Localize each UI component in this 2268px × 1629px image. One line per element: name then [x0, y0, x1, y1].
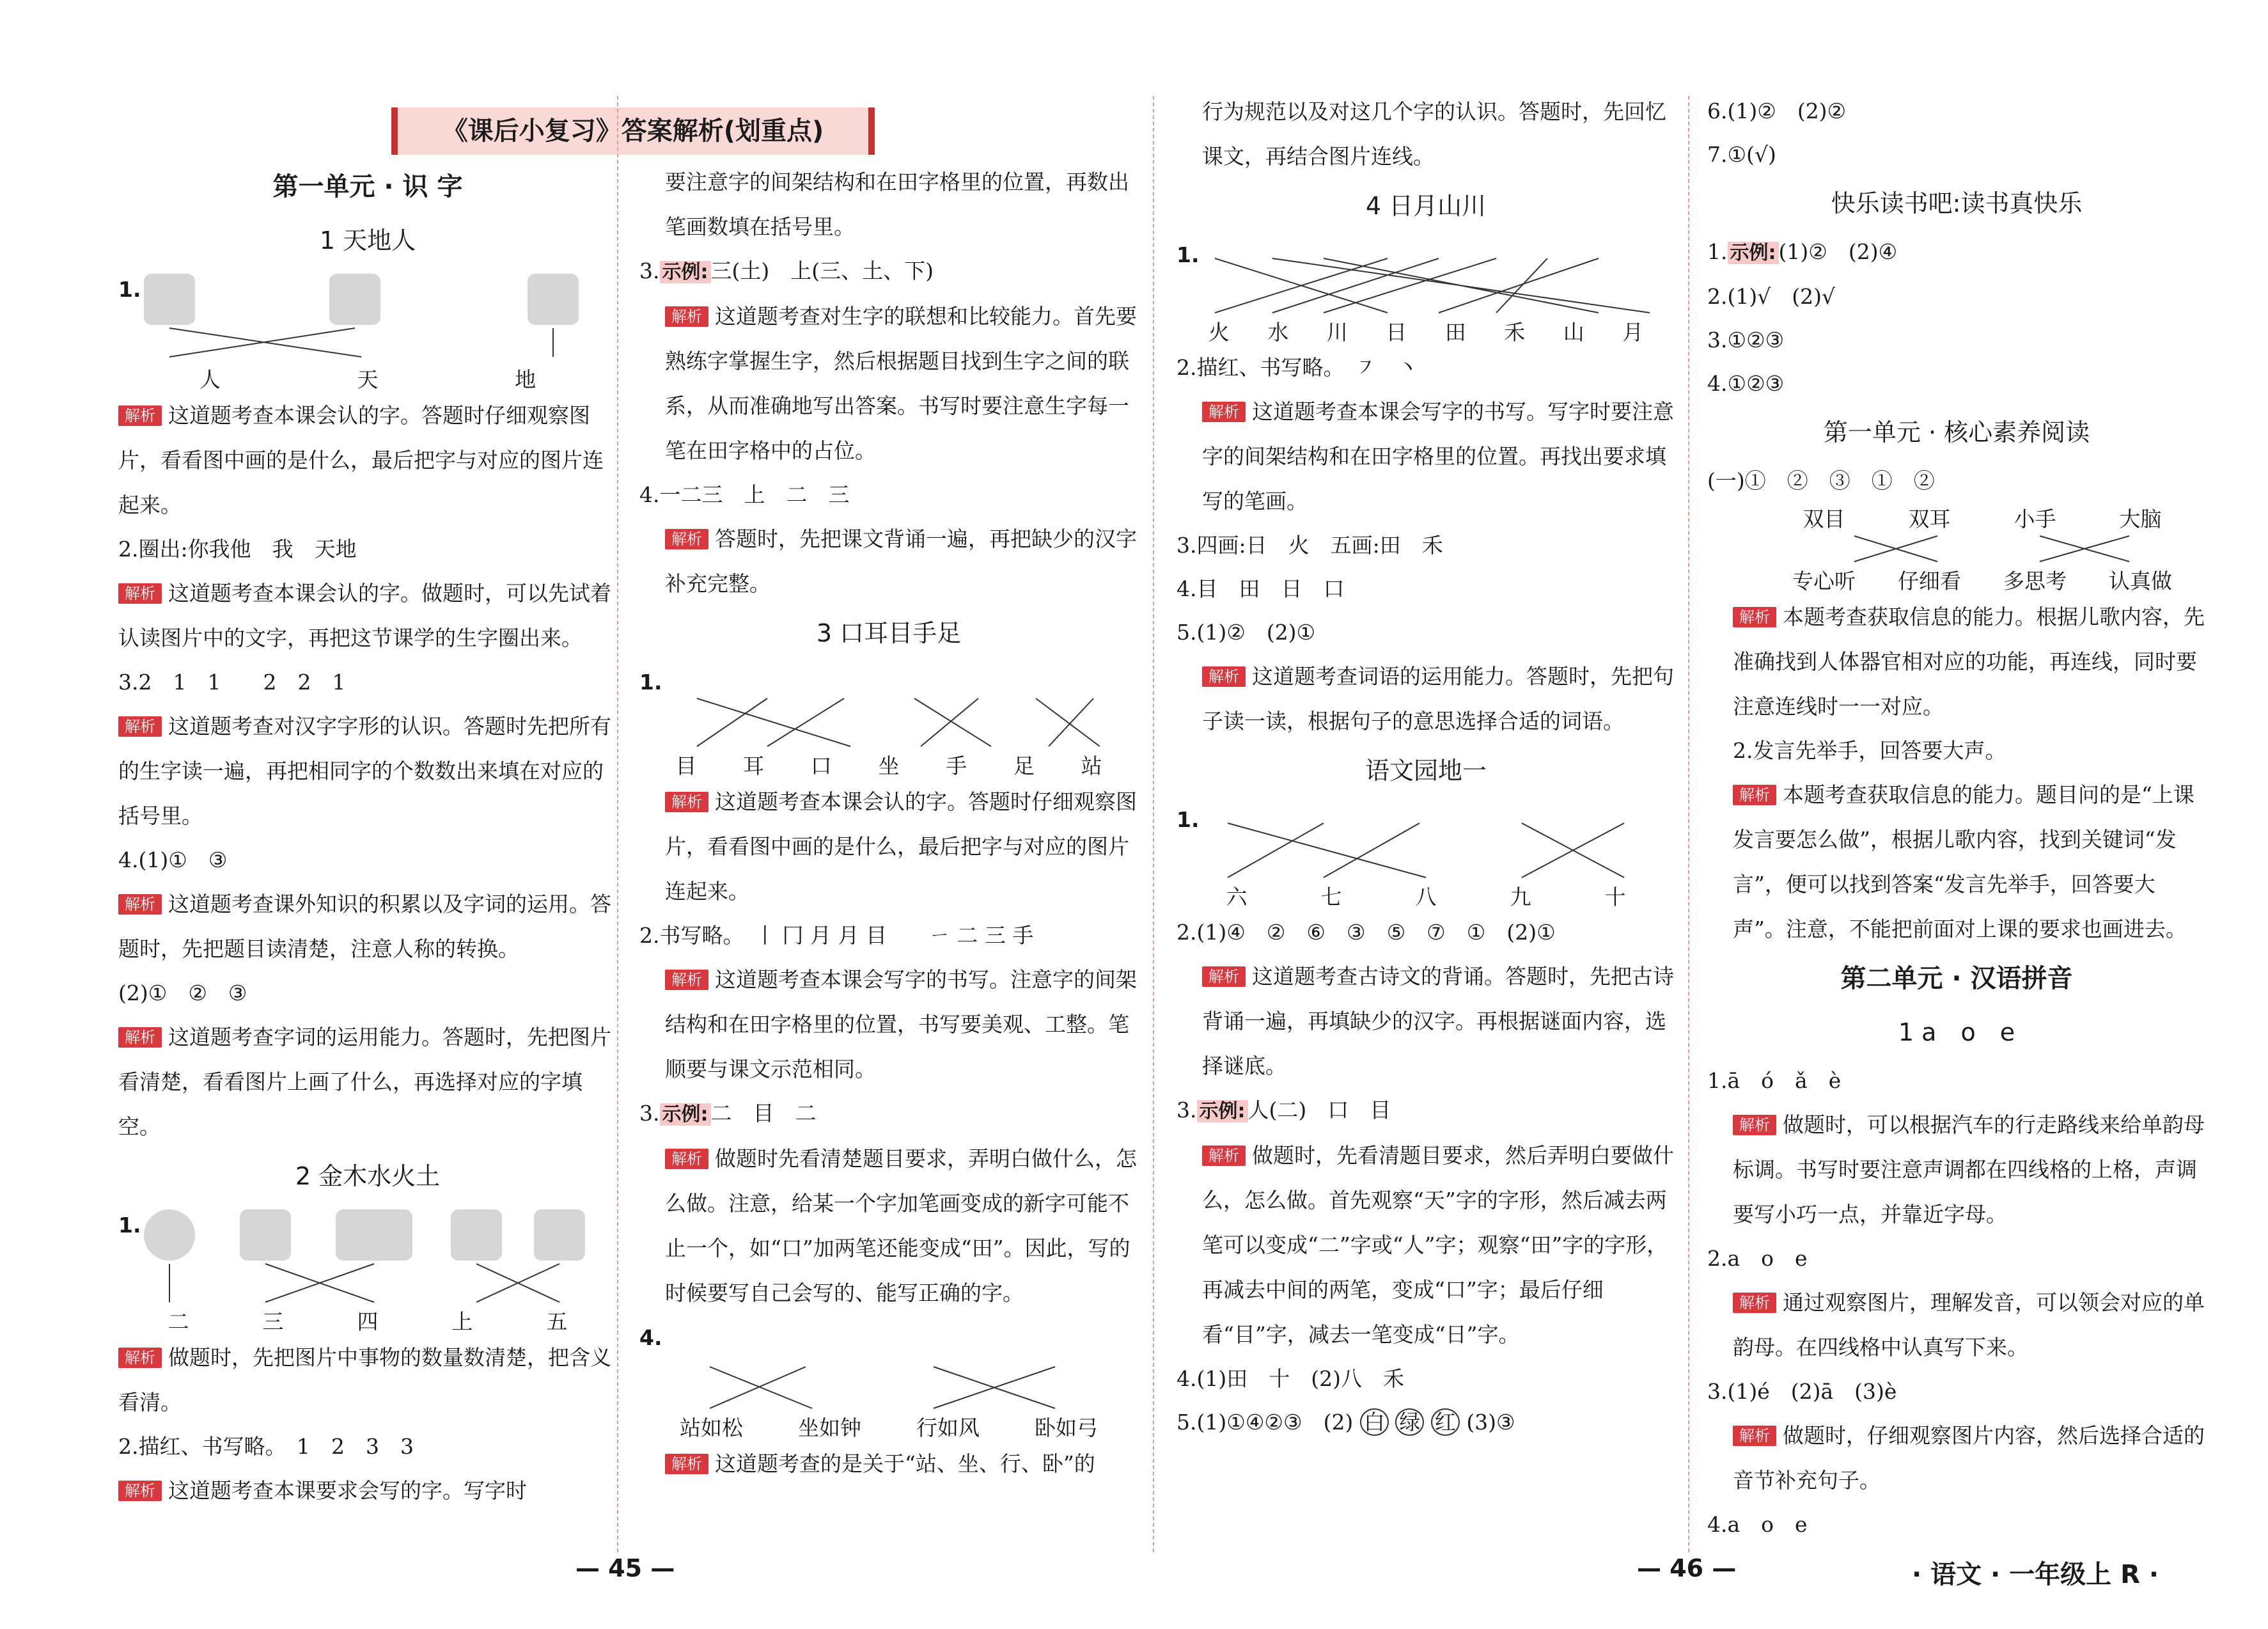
- jiexi-tag: 解析: [1202, 1145, 1246, 1166]
- g-q4-answer: 4.(1)田 十 (2)八 禾: [1177, 1366, 1404, 1391]
- jiexi-tag: 解析: [1733, 1293, 1776, 1313]
- column-divider: [1153, 96, 1154, 1552]
- analysis-text: 这道题考查字词的运用能力。答题时，先把图片看清楚，看看图片上画了什么，再选择对应的字填空。: [118, 1025, 611, 1139]
- word: 卧如弓: [1035, 1415, 1098, 1440]
- jiexi-tag: 解析: [665, 792, 708, 812]
- word: 地: [515, 367, 536, 392]
- word: 八: [1415, 885, 1437, 909]
- core-q2b-answer: 2.发言先举手，回答要大声。: [1733, 738, 2006, 763]
- connection-lines: [1177, 798, 1675, 881]
- connection-lines: [639, 660, 1138, 750]
- answer-banner: 《课后小复习》答案解析(划重点): [391, 107, 875, 155]
- l4-q1-matching: 1.: [1177, 233, 1675, 316]
- unit1-title: 第一单元 · 识 字: [272, 172, 463, 201]
- analysis-text: 这道题考查本课会认的字。答题时仔细观察图片，看看图中画的是什么，最后把字与对应的图片连起来。: [665, 789, 1137, 904]
- connection-lines: [118, 267, 617, 363]
- word: 手: [946, 753, 967, 778]
- q2-answer: 2.圈出:你我他 我 天地: [118, 537, 357, 562]
- pinyin-lesson-title: 1 a o e: [1898, 1018, 2015, 1046]
- column-1: [118, 160, 617, 1513]
- word: 五: [546, 1309, 568, 1334]
- core-matching: [1707, 533, 2206, 565]
- word: 站: [1081, 753, 1102, 778]
- analysis-text: 这道题考查课外知识的积累以及字词的运用。答题时，先把题目读清楚，注意人称的转换。: [118, 892, 611, 961]
- analysis-text: 这道题考查本课会认的字。做题时，可以先试着认读图片中的文字，再把这节课学的生字圈出来。: [118, 581, 611, 650]
- word: 十: [1604, 885, 1626, 909]
- analysis-text: 做题时，仔细观察图片内容，然后选择合适的音节补充句子。: [1733, 1423, 2205, 1493]
- analysis-text: 这道题考查的是关于“站、坐、行、卧”的: [715, 1451, 1095, 1476]
- analysis-text: 本题考查获取信息的能力。题目问的是“上课发言要怎么做”，根据儿歌内容，找到关键词“发言”，便可以找到答案“发言先举手，回答要大声”。注意，不能把前面对上课的要求也画进去。: [1733, 782, 2194, 941]
- column-2: 要注意字的间架结构和在田字格里的位置，再数出笔画数填在括号里。 3. 示例: 三(土) 上(三、土、下) 解析 这道题考查对生字的联想和比较能力。首先要熟练字掌握生字，然后根据题目找到生字之间的联系，从而准确地写出答案。书写时要注意生字每一笔在田字格中的占位。 4.一二三 上 二 三 解析 答题时，先把课文背诵一遍，再把缺少的汉字补充完整。 3 口耳目手足 1. 目 耳 口 坐 手 足 站 解析 这道题考查本课会认的字。答题时仔细观察图片，看看图中画的是什么，最后把字与对应的图片连起来。 2.书写略。 丨 冂 月 月 目 ㄧ 二 三 手 解析 这道题考查本课会写字的书写。注意字的间架结构和在田字格里的位置，书写要美观、工整。笔顺要与课文示范相同。 3. 示例: 二 目 二 解析 做题时先看清楚题目要求，弄明白做什么，怎么做。注意，给某一个字加笔画变成的新字可能不止一个，如“口”加两笔还能变成“田”。因此，写的时候要写自己会写的、能写正确的字。 4. 站如松 坐如钟 行如风 卧如弓 解析 这道题考查的是关于“站、坐、行、卧”的: [639, 160, 1138, 1486]
- core-q1-answer: (一)① ② ③ ① ②: [1707, 468, 1935, 493]
- connection-lines: [1177, 233, 1675, 316]
- q3-answer: 三(土) 上(三、土、下): [710, 258, 934, 283]
- word: 火: [1208, 320, 1230, 345]
- jiexi-tag: 解析: [118, 583, 162, 604]
- analysis-text: 做题时，可以根据汽车的行走路线来给单韵母标调。书写时要注意声调都在四线格的上格，声调要写小巧一点，并靠近字母。: [1733, 1112, 2205, 1227]
- book-title: · 语文 · 一年级上 R ·: [1912, 1560, 2159, 1589]
- word: 田: [1444, 320, 1466, 345]
- connection-lines: [639, 1316, 1138, 1412]
- lesson3-title: 3 口耳目手足: [816, 619, 962, 647]
- l3-q4-words: [639, 1412, 1138, 1442]
- analysis-text: 答题时，先把课文背诵一遍，再把缺少的汉字补充完整。: [665, 526, 1137, 596]
- analysis-text: 这道题考查本课会写字的书写。写字时要注意字的间架结构和在田字格里的位置。再找出要求填写的笔画。: [1202, 399, 1674, 514]
- analysis-text: 通过观察图片，理解发音，可以领会对应的单韵母。在四线格中认真写下来。: [1733, 1290, 2205, 1360]
- analysis-text: 这道题考查本课会写字的书写。注意字的间架结构和在田字格里的位置，书写要美观、工整。笔顺要与课文示范相同。: [665, 967, 1137, 1082]
- word: 坐如钟: [798, 1415, 861, 1440]
- q4-answer: 4.(1)① ③: [118, 847, 228, 872]
- circled-word: 红: [1431, 1408, 1460, 1436]
- word: 七: [1320, 885, 1342, 909]
- l3-q3-answer: 二 目 二: [710, 1101, 817, 1126]
- word: 四: [357, 1309, 379, 1334]
- column-3: 行为规范以及对这几个字的认识。答题时，先回忆课文，再结合图片连线。 4 日月山川 1. 火 水 川 日 田 禾 山 月 2.描红、书写略。 ㇇ 丶 解析 这道题考查本课会写字的书写。写字时要注意字的间架结构和在田字格里的位置。再找出要求填写的笔画。 3.四画:日 火 五画:田 禾 4.目 田 日 口 5.(1)② (2)① 解析 这道题考查词语的运用能力。答题时，先把句子读一读，根据句子的意思选择合适的词语。 语文园地一 1. 六 七 八 九 十 2.(1)④ ② ⑥ ③ ⑤ ⑦ ① (2)① 解析 这道题考查古诗文的背诵。答题时，先把古诗背诵一遍，再填缺少的汉字。再根据谜面内容，选择谜底。 3. 示例: 人(二) 口 目 解析 做题时，先看清题目要求，然后弄明白要做什么，怎么做。首先观察“天”字的字形，然后减去两笔可以变成“二”字或“人”字；观察“田”字的字形，再减去中间的两笔，变成“口”字；最后仔细看“目”字，减去一笔变成“日”字。 4.(1)田 十 (2)八 禾 5.(1)①④②③ (2) 白 绿 红 (3)③: [1177, 90, 1675, 1444]
- example-tag: 示例:: [660, 1103, 711, 1126]
- p-q3-answer: 3.(1)é (2)ā (3)è: [1707, 1379, 1897, 1404]
- p-q1-answer: 1.ā ó ǎ è: [1707, 1068, 1842, 1093]
- l3-words: [639, 750, 1138, 780]
- l2-q1-matching: 1.: [118, 1203, 617, 1305]
- column-4: 6.(1)② (2)② 7.①(√) 快乐读书吧:读书真快乐 1. 示例: (1)② (2)④ 2.(1)√ (2)√ 3.①②③ 4.①②③ 第一单元 · 核心素养阅读 (一)① ② ③ ① ② 双目 双耳 小手 大脑 专心听 仔细看 多思考 认真做 解析 本题考查获取信息的能力。根据儿歌内容，先准确找到人体器官相对应的功能，再连线，同时要注意连线时一一对应。 2.发言先举手，回答要大声。 解析 本题考查获取信息的能力。题目问的是“上课发言要怎么做”，根据儿歌内容，找到关键词“发言”，便可以找到答案“发言先举手，回答要大声”。注意，不能把前面对上课的要求也画进去。 第二单元 · 汉语拼音 1 a o e 1.ā ó ǎ è 解析 做题时，可以根据汽车的行走路线来给单韵母标调。书写时要注意声调都在四线格的上格，声调要写小巧一点，并靠近字母。 2.a o e 解析 通过观察图片，理解发音，可以领会对应的单韵母。在四线格中认真写下来。 3.(1)é (2)ā (3)è 解析 做题时，仔细观察图片内容，然后选择合适的音节补充句子。 4.a o e: [1707, 90, 2206, 1546]
- word: 坐: [878, 753, 900, 778]
- q1-words: [118, 363, 617, 393]
- circled-word: 白: [1360, 1408, 1389, 1436]
- jiexi-tag: 解析: [665, 970, 708, 990]
- word: 月: [1622, 320, 1644, 345]
- continued-text: 行为规范以及对这几个字的认识。答题时，先回忆课文，再结合图片连线。: [1202, 99, 1666, 169]
- word: 站如松: [680, 1415, 743, 1440]
- word: 大脑: [2119, 507, 2162, 531]
- g-q2-answer: 2.(1)④ ② ⑥ ③ ⑤ ⑦ ① (2)①: [1177, 920, 1556, 945]
- reading-title: 快乐读书吧:读书真快乐: [1831, 189, 2083, 217]
- core-title: 第一单元 · 核心素养阅读: [1823, 418, 2090, 446]
- word: 上: [451, 1309, 473, 1334]
- analysis-text: 这道题考查本课要求会写的字。写字时: [168, 1478, 527, 1503]
- jiexi-tag: 解析: [665, 306, 708, 327]
- jiexi-tag: 解析: [1733, 785, 1776, 805]
- q1-matching: 1.: [118, 267, 617, 363]
- l4-q5-answer: 5.(1)② (2)①: [1177, 620, 1316, 645]
- l2-q2-answer: 2.描红、书写略。 1 2 3 3: [118, 1434, 414, 1459]
- word: 多思考: [2003, 569, 2067, 594]
- jiexi-tag: 解析: [1733, 607, 1776, 627]
- word: 足: [1013, 753, 1035, 778]
- word: 人: [199, 367, 221, 392]
- q4-answer: 4.一二三 上 二 三: [639, 482, 850, 507]
- example-tag: 示例:: [1728, 242, 1779, 264]
- jiexi-tag: 解析: [1733, 1115, 1776, 1135]
- g-q1-matching: 1.: [1177, 798, 1675, 881]
- word: 双耳: [1908, 507, 1951, 531]
- word: 禾: [1504, 320, 1526, 345]
- word: 三: [262, 1309, 284, 1334]
- analysis-text: 这道题考查词语的运用能力。答题时，先把句子读一读，根据句子的意思选择合适的词语。: [1202, 664, 1674, 734]
- word: 天: [357, 367, 379, 392]
- word: 川: [1326, 320, 1348, 345]
- jiexi-tag: 解析: [1733, 1426, 1776, 1446]
- jiexi-tag: 解析: [118, 894, 162, 915]
- r-q1-answer: (1)② (2)④: [1778, 239, 1898, 264]
- l3-q2-answer: 2.书写略。 丨 冂 月 月 目 ㄧ 二 三 手: [639, 923, 1034, 948]
- jiexi-tag: 解析: [1202, 966, 1246, 987]
- jiexi-tag: 解析: [665, 529, 708, 549]
- lesson2-title: 2 金木水火土: [295, 1162, 441, 1190]
- connection-lines: [1707, 533, 2206, 565]
- l4-words: [1177, 316, 1675, 346]
- word: 双目: [1803, 507, 1845, 531]
- word: 认真做: [2109, 569, 2172, 594]
- l3-q4-matching: 4.: [639, 1316, 1138, 1412]
- jiexi-tag: 解析: [1202, 666, 1246, 687]
- word: 山: [1563, 320, 1584, 345]
- word: 口: [810, 753, 832, 778]
- l4-q4-answer: 4.目 田 日 口: [1177, 576, 1345, 601]
- circled-word: 绿: [1395, 1408, 1424, 1436]
- r-q2-answer: 2.(1)√ (2)√: [1707, 284, 1836, 309]
- word: 专心听: [1792, 569, 1856, 594]
- word: 小手: [2014, 507, 2056, 531]
- word: 水: [1267, 320, 1289, 345]
- l3-q1-matching: 1.: [639, 660, 1138, 750]
- analysis-text: 这道题考查对汉字字形的认识。答题时先把所有的生字读一遍，再把相同字的个数数出来填在对应的括号里。: [118, 714, 611, 828]
- column-divider: [617, 96, 618, 1552]
- analysis-text: 这道题考查对生字的联想和比较能力。首先要熟练字掌握生字，然后根据题目找到生字之间的联系，从而准确地写出答案。书写时要注意生字每一笔在田字格中的占位。: [665, 304, 1137, 463]
- p-q4-answer: 4.a o e: [1707, 1512, 1808, 1537]
- r-q4-answer: 4.①②③: [1707, 371, 1785, 396]
- word: 行如风: [916, 1415, 980, 1440]
- analysis-text: 这道题考查本课会认的字。答题时仔细观察图片，看看图中画的是什么，最后把字与对应的图片连起来。: [118, 403, 604, 517]
- word: 六: [1226, 885, 1247, 909]
- word: 目: [675, 753, 697, 778]
- word: 日: [1386, 320, 1407, 345]
- g-q5-answer: 5.(1)①④②③ (2) 白 绿 红 (3)③: [1177, 1410, 1515, 1435]
- q3-answer: 3.2 1 1 2 2 1: [118, 670, 346, 695]
- page-number-right: — 46 —: [1637, 1554, 1737, 1582]
- g-words: [1177, 881, 1675, 911]
- jiexi-tag: 解析: [665, 1454, 708, 1474]
- analysis-text: 本题考查获取信息的能力。根据儿歌内容，先准确找到人体器官相对应的功能，再连线，同时要注意连线时一一对应。: [1733, 604, 2205, 719]
- example-tag: 示例:: [660, 261, 711, 283]
- connection-lines: [118, 1203, 617, 1305]
- analysis-text: 做题时先看清楚题目要求，弄明白做什么，怎么做。注意，给某一个字加笔画变成的新字可能不止一个，如“口”加两笔还能变成“田”。因此，写的时候要写自己会写的、能写正确的字。: [665, 1146, 1137, 1305]
- q6-answer: 6.(1)② (2)②: [1707, 98, 1847, 123]
- l4-q3-answer: 3.四画:日 火 五画:田 禾: [1177, 533, 1443, 558]
- q4b-answer: (2)① ② ③: [118, 980, 247, 1005]
- analysis-text: 做题时，先把图片中事物的数量数清楚，把含义看清。: [118, 1345, 611, 1415]
- analysis-text: 这道题考查古诗文的背诵。答题时，先把古诗背诵一遍，再填缺少的汉字。再根据谜面内容，选择谜底。: [1202, 964, 1674, 1078]
- word: 二: [168, 1309, 189, 1334]
- word: 耳: [743, 753, 765, 778]
- p-q2-answer: 2.a o e: [1707, 1246, 1808, 1271]
- q7-answer: 7.①(√): [1707, 142, 1776, 167]
- jiexi-tag: 解析: [118, 716, 162, 737]
- l2-words: [118, 1305, 617, 1335]
- continued-text: 要注意字的间架结构和在田字格里的位置，再数出笔画数填在括号里。: [665, 169, 1129, 239]
- page-number-left: — 45 —: [575, 1554, 675, 1582]
- core-bottom-words: [1707, 565, 2206, 595]
- word: 仔细看: [1898, 569, 1961, 594]
- word: 九: [1510, 885, 1531, 909]
- jiexi-tag: 解析: [118, 1027, 162, 1048]
- jiexi-tag: 解析: [1202, 402, 1246, 422]
- jiexi-tag: 解析: [665, 1149, 708, 1169]
- jiexi-tag: 解析: [118, 1481, 162, 1501]
- jiexi-tag: 解析: [118, 405, 162, 426]
- core-top-words: [1707, 503, 2206, 533]
- analysis-text: 做题时，先看清题目要求，然后弄明白要做什么，怎么做。首先观察“天”字的字形，然后减去两笔可以变成“二”字或“人”字；观察“田”字的字形，再减去中间的两笔，变成“口”字；最后仔细看“目”字，减去一笔变成“日”字。: [1202, 1143, 1674, 1347]
- example-tag: 示例:: [1197, 1100, 1248, 1122]
- lesson4-title: 4 日月山川: [1365, 192, 1487, 220]
- r-q3-answer: 3.①②③: [1707, 327, 1785, 352]
- g-q3-answer: 人(二) 口 目: [1247, 1098, 1391, 1122]
- lesson1-title: 1 天地人: [319, 226, 416, 255]
- column-divider: [1688, 96, 1689, 1552]
- unit2-title: 第二单元 · 汉语拼音: [1840, 964, 2073, 993]
- l4-q2-answer: 2.描红、书写略。 ㇇ 丶: [1177, 355, 1418, 380]
- jiexi-tag: 解析: [118, 1348, 162, 1368]
- garden-title: 语文园地一: [1365, 757, 1487, 785]
